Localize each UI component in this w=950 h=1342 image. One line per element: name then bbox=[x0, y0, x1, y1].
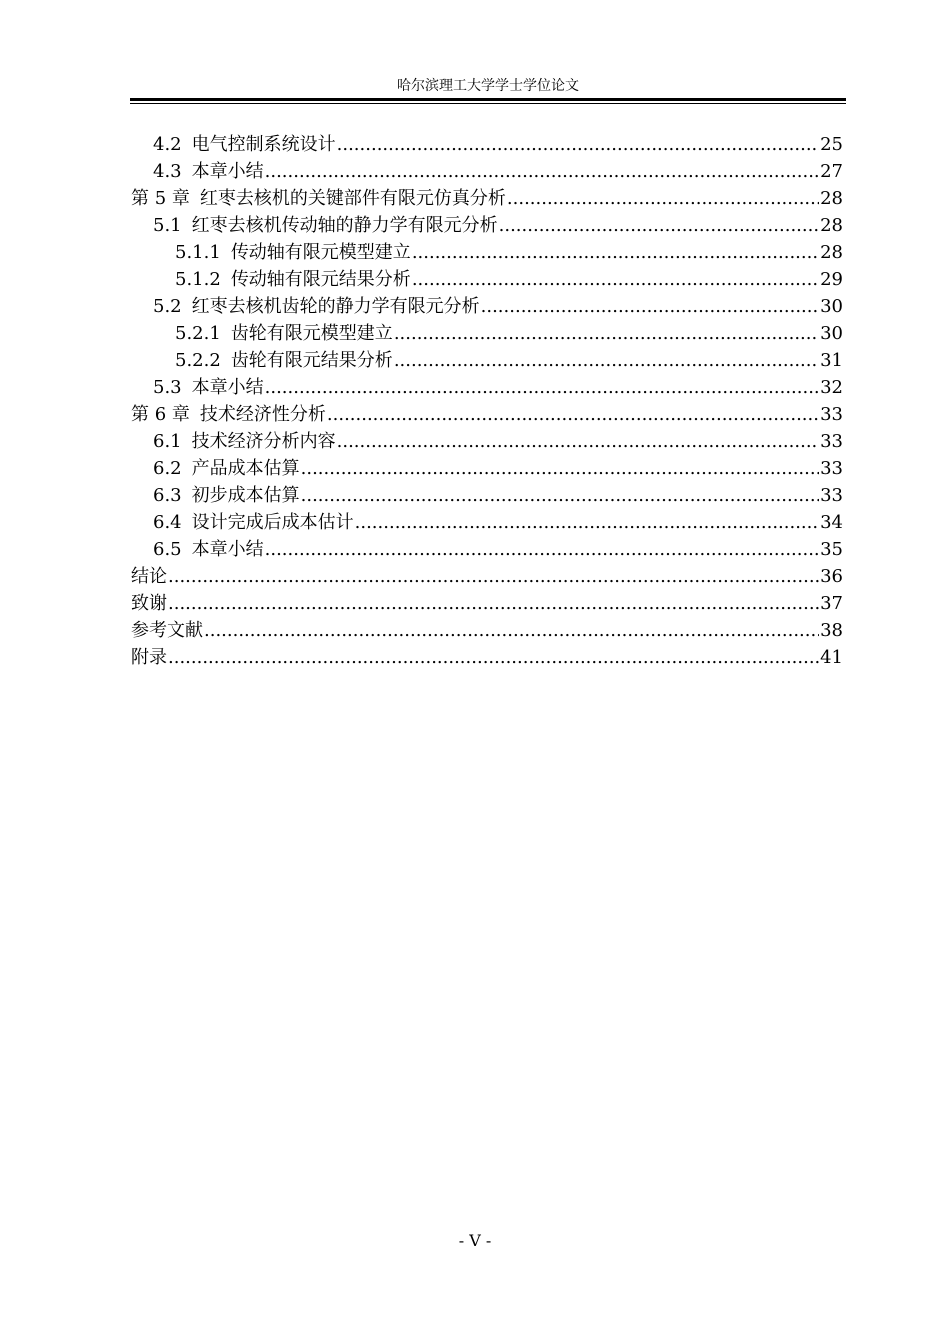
toc-entry-title: 红枣去核机齿轮的静力学有限元分析 bbox=[191, 296, 480, 317]
toc-entry-page: 32 bbox=[820, 377, 843, 398]
toc-entry-title: 设计完成后成本估计 bbox=[191, 512, 354, 533]
toc-leader-dots bbox=[337, 428, 819, 455]
toc-leader-dots bbox=[168, 590, 819, 617]
toc-leader-dots bbox=[337, 131, 819, 158]
header-rule-thick bbox=[130, 98, 846, 101]
toc-entry-page: 34 bbox=[820, 512, 843, 533]
toc-entry[interactable] bbox=[131, 509, 843, 536]
toc-entry[interactable] bbox=[131, 428, 843, 455]
toc-entry-title: 附录 bbox=[131, 647, 167, 668]
toc-entry-page: 33 bbox=[820, 485, 843, 506]
toc-entry[interactable] bbox=[131, 590, 843, 617]
toc-entry-page: 41 bbox=[820, 647, 843, 668]
toc-entry-number: 6.3 bbox=[153, 485, 182, 506]
toc-entry-page: 35 bbox=[820, 539, 843, 560]
toc-entry-page: 27 bbox=[820, 161, 843, 182]
toc-entry-title: 本章小结 bbox=[191, 539, 264, 560]
toc-entry-number: 6.4 bbox=[153, 512, 182, 533]
toc-entry-title: 本章小结 bbox=[191, 377, 264, 398]
toc-entry-number: 5.1.2 bbox=[175, 269, 221, 290]
toc-entry-page: 28 bbox=[820, 242, 843, 263]
toc-entry-page: 36 bbox=[820, 566, 843, 587]
toc-entry-number: 5.1.1 bbox=[175, 242, 221, 263]
toc-entry[interactable] bbox=[131, 212, 843, 239]
toc-entry-number: 5.3 bbox=[153, 377, 182, 398]
toc-leader-dots bbox=[507, 185, 819, 212]
toc-leader-dots bbox=[481, 293, 819, 320]
toc-leader-dots bbox=[394, 320, 819, 347]
toc-leader-dots bbox=[412, 239, 819, 266]
toc-leader-dots bbox=[265, 374, 819, 401]
toc-entry-number: 6.5 bbox=[153, 539, 182, 560]
toc-leader-dots bbox=[265, 536, 819, 563]
toc-entry-title: 技术经济分析内容 bbox=[191, 431, 336, 452]
toc-entry-title: 致谢 bbox=[131, 593, 167, 614]
toc-entry-number: 5.2.1 bbox=[175, 323, 221, 344]
toc-leader-dots bbox=[355, 509, 819, 536]
toc-entry[interactable] bbox=[131, 617, 843, 644]
page-number: - V - bbox=[458, 1231, 492, 1250]
toc-entry-page: 31 bbox=[820, 350, 843, 371]
toc-entry-title: 齿轮有限元结果分析 bbox=[230, 350, 393, 371]
toc-leader-dots bbox=[301, 455, 819, 482]
table-of-contents bbox=[131, 131, 843, 671]
toc-entry[interactable] bbox=[131, 185, 843, 212]
toc-entry[interactable] bbox=[131, 374, 843, 401]
toc-entry-title: 红枣去核机传动轴的静力学有限元分析 bbox=[191, 215, 498, 236]
toc-entry[interactable] bbox=[131, 482, 843, 509]
toc-entry-page: 29 bbox=[820, 269, 843, 290]
toc-entry-page: 33 bbox=[820, 431, 843, 452]
toc-entry[interactable] bbox=[131, 401, 843, 428]
toc-entry[interactable] bbox=[131, 131, 843, 158]
toc-entry-page: 25 bbox=[820, 134, 843, 155]
toc-leader-dots bbox=[327, 401, 819, 428]
toc-entry-page: 28 bbox=[820, 188, 843, 209]
toc-leader-dots bbox=[412, 266, 819, 293]
toc-entry[interactable] bbox=[131, 455, 843, 482]
toc-entry-page: 28 bbox=[820, 215, 843, 236]
toc-leader-dots bbox=[265, 158, 819, 185]
toc-entry-number: 4.3 bbox=[153, 161, 182, 182]
toc-entry[interactable] bbox=[131, 536, 843, 563]
toc-entry-number: 5.1 bbox=[153, 215, 182, 236]
toc-entry-title: 传动轴有限元结果分析 bbox=[230, 269, 411, 290]
toc-entry[interactable] bbox=[131, 239, 843, 266]
toc-entry-number: 4.2 bbox=[153, 134, 182, 155]
toc-leader-dots bbox=[499, 212, 819, 239]
toc-entry-title: 电气控制系统设计 bbox=[191, 134, 336, 155]
toc-entry-number: 5.2 bbox=[153, 296, 182, 317]
toc-entry-title: 本章小结 bbox=[191, 161, 264, 182]
toc-entry[interactable] bbox=[131, 293, 843, 320]
toc-entry-number: 第 5 章 bbox=[131, 188, 190, 209]
toc-entry-title: 技术经济性分析 bbox=[199, 404, 326, 425]
toc-leader-dots bbox=[204, 617, 819, 644]
toc-entry-title: 传动轴有限元模型建立 bbox=[230, 242, 411, 263]
toc-entry-title: 参考文献 bbox=[131, 620, 203, 641]
toc-entry-number: 第 6 章 bbox=[131, 404, 190, 425]
header-rule-thin bbox=[130, 103, 846, 104]
toc-entry-number: 5.2.2 bbox=[175, 350, 221, 371]
toc-leader-dots bbox=[168, 563, 819, 590]
toc-entry-title: 结论 bbox=[131, 566, 167, 587]
toc-entry[interactable] bbox=[131, 347, 843, 374]
toc-entry-page: 37 bbox=[820, 593, 843, 614]
toc-entry-title: 初步成本估算 bbox=[191, 485, 300, 506]
toc-leader-dots bbox=[168, 644, 819, 671]
toc-entry-number: 6.2 bbox=[153, 458, 182, 479]
running-header: 哈尔滨理工大学学士学位论文 bbox=[397, 78, 579, 94]
toc-entry[interactable] bbox=[131, 266, 843, 293]
toc-entry-page: 30 bbox=[820, 296, 843, 317]
toc-leader-dots bbox=[394, 347, 819, 374]
toc-entry-page: 33 bbox=[820, 404, 843, 425]
toc-entry[interactable] bbox=[131, 158, 843, 185]
toc-entry[interactable] bbox=[131, 320, 843, 347]
toc-entry-page: 38 bbox=[820, 620, 843, 641]
toc-leader-dots bbox=[301, 482, 819, 509]
toc-entry-title: 齿轮有限元模型建立 bbox=[230, 323, 393, 344]
toc-entry-title: 红枣去核机的关键部件有限元仿真分析 bbox=[199, 188, 506, 209]
toc-entry-page: 33 bbox=[820, 458, 843, 479]
toc-entry-title: 产品成本估算 bbox=[191, 458, 300, 479]
toc-entry[interactable] bbox=[131, 563, 843, 590]
toc-entry[interactable] bbox=[131, 644, 843, 671]
toc-entry-number: 6.1 bbox=[153, 431, 182, 452]
toc-entry-page: 30 bbox=[820, 323, 843, 344]
